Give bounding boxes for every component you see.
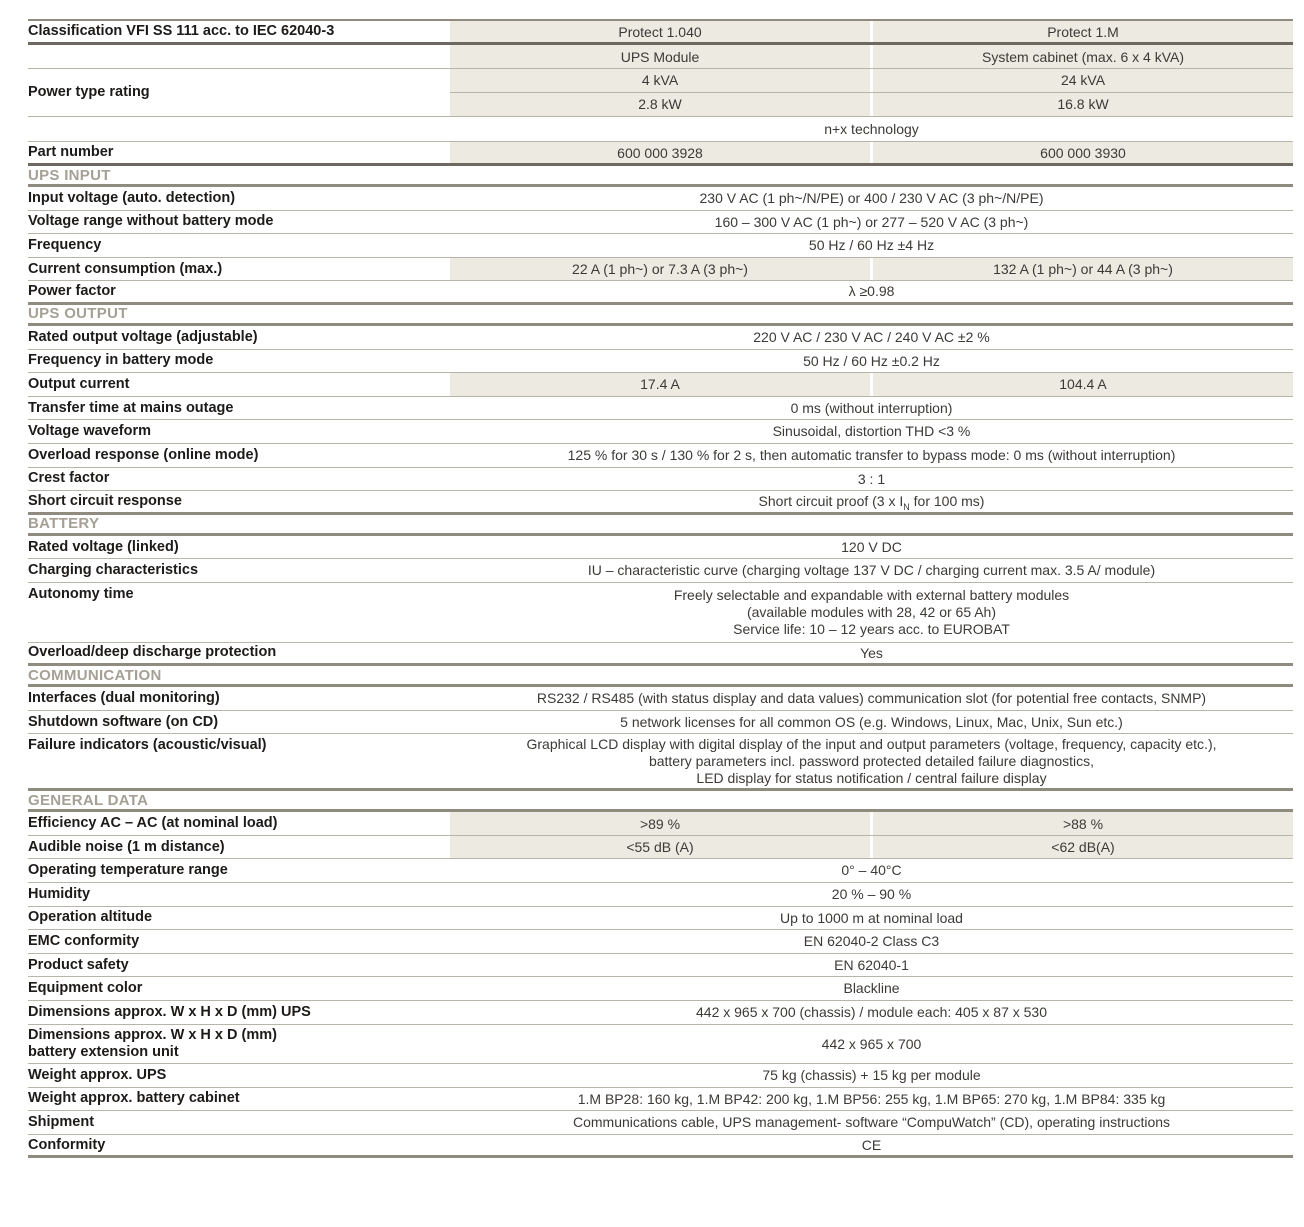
empty-label	[28, 45, 450, 68]
spec-row	[28, 420, 1293, 444]
row-label: Operation altitude	[28, 909, 153, 926]
row-value: 75 kg (chassis) + 15 kg per module	[762, 1067, 981, 1084]
row-label: Rated output voltage (adjustable)	[28, 328, 258, 345]
row-label: Overload/deep discharge protection	[28, 644, 277, 661]
row-value: 50 Hz / 60 Hz ±0.2 Hz	[803, 352, 940, 369]
row-value: Communications cable, UPS management- software “CompuWatch” (CD), operating instructions	[572, 1114, 1171, 1131]
empty-label	[28, 117, 450, 141]
section-title: GENERAL DATA	[28, 791, 149, 809]
spec-row	[28, 954, 1293, 978]
power-kva-line	[450, 69, 1293, 93]
section-header-battery	[28, 515, 1293, 536]
row-value: RS232 / RS485 (with status display and data values) communication slot (for potential free contacts, SNMP)	[536, 690, 1207, 707]
row-label: Dimensions approx. W x H x D (mm) UPS	[28, 1003, 311, 1020]
row-label: Current consumption (max.)	[28, 260, 223, 277]
part-number-protect-1040: 600 000 3928	[450, 142, 870, 163]
table-header-block	[28, 19, 1293, 166]
power-kva-protect-1m: 24 kVA	[873, 69, 1293, 92]
row-value: Freely selectable and expandable with external battery modules (available modules with 28, 42 or 65 Ah) Service life: 10 – 12 years acc. to EUROBAT	[673, 587, 1070, 637]
row-value-cells	[450, 258, 1293, 281]
spec-row	[28, 373, 1293, 397]
power-rating-label: Power type rating	[28, 84, 150, 100]
row-value: 125 % for 30 s / 130 % for 2 s, then automatic transfer to bypass mode: 0 ms (without interruption)	[567, 446, 1176, 463]
section-title: UPS OUTPUT	[28, 305, 128, 323]
power-kw-protect-1040: 2.8 kW	[450, 93, 870, 117]
section-header-general-data	[28, 791, 1293, 812]
value-cell-protect-1040: 17.4 A	[450, 373, 870, 396]
row-label: Power factor	[28, 283, 116, 300]
row-value: EN 62040-2 Class C3	[803, 933, 940, 950]
spec-row	[28, 1111, 1293, 1135]
product-title-protect-1040: Protect 1.040	[450, 21, 870, 42]
row-value: 5 network licenses for all common OS (e.g. Windows, Linux, Mac, Unix, Sun etc.)	[620, 713, 1123, 730]
part-number-label: Part number	[28, 144, 114, 160]
row-value: 120 V DC	[841, 538, 902, 555]
part-number-row	[28, 142, 1293, 166]
row-label: Audible noise (1 m distance)	[28, 838, 225, 855]
section-ups-output	[28, 305, 1293, 515]
spec-sections	[28, 166, 1293, 1158]
row-value: Sinusoidal, distortion THD <3 %	[772, 423, 971, 440]
spec-row	[28, 583, 1293, 643]
row-value: λ ≥0.98	[848, 283, 895, 300]
row-value: 0° – 40°C	[841, 862, 902, 879]
power-kva-protect-1040: 4 kVA	[450, 69, 870, 92]
row-value: Graphical LCD display with digital display of the input and output parameters (voltage, frequency, capacity etc.), battery parameters incl. password protected detailed failure diagnostics, LED display for status notification / central failure display	[526, 736, 1217, 786]
row-value: 442 x 965 x 700	[821, 1035, 922, 1052]
section-title: BATTERY	[28, 515, 100, 533]
row-value: 1.M BP28: 160 kg, 1.M BP42: 200 kg, 1.M BP56: 255 kg, 1.M BP65: 270 kg, 1.M BP84: 335 kg	[577, 1090, 1166, 1107]
classification-label: Classification VFI SS 111 acc. to IEC 62040-3	[28, 23, 335, 39]
subtitle-ups-module: UPS Module	[450, 45, 870, 68]
spec-row	[28, 281, 1293, 305]
row-label: Operating temperature range	[28, 862, 228, 879]
subtitle-system-cabinet: System cabinet (max. 6 x 4 kVA)	[873, 45, 1293, 68]
product-subtitle-row	[28, 45, 1293, 69]
row-label: Crest factor	[28, 470, 110, 487]
power-rating-values	[450, 69, 1293, 116]
value-cell-protect-1040: <55 dB (A)	[450, 836, 870, 859]
row-label: Weight approx. battery cabinet	[28, 1090, 240, 1107]
row-label: Voltage waveform	[28, 423, 152, 440]
value-cell-protect-1m: 104.4 A	[873, 373, 1293, 396]
spec-row	[28, 643, 1293, 667]
row-value-cells	[450, 836, 1293, 859]
section-title: UPS INPUT	[28, 166, 111, 184]
row-value-cells	[450, 373, 1293, 396]
row-value: Blackline	[843, 980, 900, 997]
spec-row	[28, 836, 1293, 860]
row-label: EMC conformity	[28, 933, 140, 950]
spec-row	[28, 468, 1293, 492]
section-header-ups-output	[28, 305, 1293, 326]
row-value: 442 x 965 x 700 (chassis) / module each: 405 x 87 x 530	[696, 1004, 1047, 1020]
spec-table	[28, 19, 1293, 1158]
row-value: EN 62040-1	[834, 956, 909, 973]
row-label: Efficiency AC – AC (at nominal load)	[28, 815, 278, 832]
spec-row	[28, 930, 1293, 954]
spec-row	[28, 1001, 1293, 1025]
section-ups-input	[28, 166, 1293, 305]
row-value: 0 ms (without interruption)	[790, 399, 953, 416]
row-label: Humidity	[28, 885, 91, 902]
row-label: Dimensions approx. W x H x D (mm) battery extension unit	[28, 1026, 277, 1060]
spec-row	[28, 397, 1293, 421]
technology-value: n+x technology	[824, 120, 919, 137]
technology-row	[28, 117, 1293, 142]
spec-row	[28, 491, 1293, 515]
spec-row	[28, 907, 1293, 931]
spec-row	[28, 734, 1293, 791]
product-title-protect-1m: Protect 1.M	[873, 21, 1293, 42]
product-subtitle-cells	[450, 45, 1293, 68]
spec-row	[28, 536, 1293, 560]
spec-row	[28, 258, 1293, 282]
product-title-cells	[450, 21, 1293, 42]
row-label: Shipment	[28, 1114, 95, 1131]
row-value: Up to 1000 m at nominal load	[780, 909, 963, 926]
spec-row	[28, 350, 1293, 374]
row-value: 160 – 300 V AC (1 ph~) or 277 – 520 V AC (3 ph~)	[714, 213, 1029, 230]
row-value: 230 V AC (1 ph~/N/PE) or 400 / 230 V AC (3 ph~/N/PE)	[699, 190, 1044, 206]
row-label: Frequency	[28, 236, 102, 253]
row-label: Rated voltage (linked)	[28, 538, 179, 555]
row-label: Transfer time at mains outage	[28, 399, 234, 416]
row-value: CE	[861, 1136, 882, 1153]
row-value-cells	[450, 812, 1293, 835]
value-cell-protect-1040: 22 A (1 ph~) or 7.3 A (3 ph~)	[450, 258, 870, 281]
value-cell-protect-1m: 132 A (1 ph~) or 44 A (3 ph~)	[873, 258, 1293, 281]
row-label: Voltage range without battery mode	[28, 213, 274, 230]
section-battery	[28, 515, 1293, 667]
section-header-communication	[28, 666, 1293, 687]
power-kw-protect-1m: 16.8 kW	[873, 93, 1293, 117]
spec-row	[28, 1064, 1293, 1088]
row-value: 3 : 1	[857, 470, 886, 487]
part-number-protect-1m: 600 000 3930	[873, 142, 1293, 163]
part-number-cells	[450, 142, 1293, 163]
row-label: Interfaces (dual monitoring)	[28, 690, 220, 707]
row-label: Overload response (online mode)	[28, 446, 259, 463]
spec-row	[28, 559, 1293, 583]
spec-row	[28, 444, 1293, 468]
spec-row	[28, 1025, 1293, 1065]
spec-row	[28, 326, 1293, 350]
row-value: Yes	[860, 644, 883, 661]
row-label: Shutdown software (on CD)	[28, 713, 219, 730]
spec-row	[28, 187, 1293, 211]
row-label: Autonomy time	[28, 585, 134, 602]
section-title: COMMUNICATION	[28, 666, 162, 684]
row-label: Short circuit response	[28, 492, 182, 509]
row-value: IU – characteristic curve (charging voltage 137 V DC / charging current max. 3.5 A/ module)	[587, 562, 1156, 579]
value-cell-protect-1m: >88 %	[873, 812, 1293, 835]
spec-row	[28, 1088, 1293, 1112]
row-label: Charging characteristics	[28, 562, 199, 579]
row-value: 20 % – 90 %	[831, 886, 912, 903]
spec-row	[28, 883, 1293, 907]
value-cell-protect-1m: <62 dB(A)	[873, 836, 1293, 859]
section-communication	[28, 666, 1293, 791]
row-label: Conformity	[28, 1136, 106, 1153]
section-general-data	[28, 791, 1293, 1158]
spec-row	[28, 812, 1293, 836]
spec-row	[28, 1135, 1293, 1159]
section-header-ups-input	[28, 166, 1293, 187]
row-label: Weight approx. UPS	[28, 1066, 167, 1083]
classification-row	[28, 21, 1293, 45]
row-label: Output current	[28, 375, 130, 392]
power-type-rating-row	[28, 69, 1293, 117]
spec-row	[28, 234, 1293, 258]
spec-row	[28, 711, 1293, 735]
row-value: Short circuit proof (3 x $I_N$ for 100 ms)	[758, 493, 985, 512]
spec-row	[28, 859, 1293, 883]
value-cell-protect-1040: >89 %	[450, 812, 870, 835]
row-label: Input voltage (auto. detection)	[28, 189, 236, 206]
spec-row	[28, 687, 1293, 711]
row-value: 50 Hz / 60 Hz ±4 Hz	[808, 237, 935, 254]
row-value: 220 V AC / 230 V AC / 240 V AC ±2 %	[753, 328, 990, 345]
spec-row	[28, 977, 1293, 1001]
row-label: Frequency in battery mode	[28, 352, 214, 369]
row-label: Product safety	[28, 956, 129, 973]
row-label: Failure indicators (acoustic/visual)	[28, 737, 267, 754]
row-label: Equipment color	[28, 980, 143, 997]
power-kw-line	[450, 93, 1293, 117]
spec-row	[28, 211, 1293, 235]
